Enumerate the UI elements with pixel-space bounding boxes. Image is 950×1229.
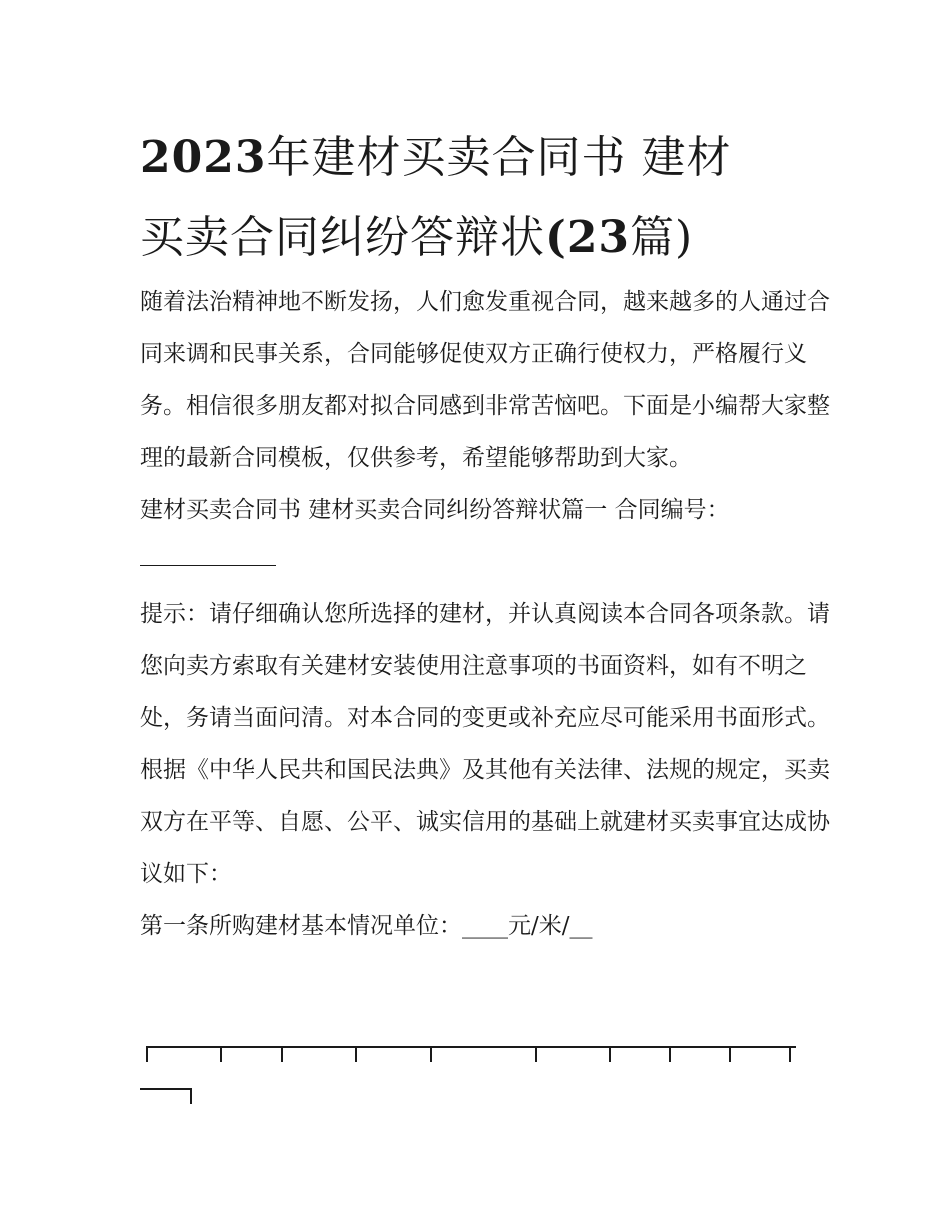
title-end: 篇) [630,212,694,263]
document-body [140,276,830,952]
title-line1-rest: 年建材买卖合同书 建材 [266,132,732,183]
table-col-tick [220,1048,222,1062]
table-col-tick [146,1048,148,1062]
table-col-tick [535,1048,537,1062]
table-col-tick [729,1048,731,1062]
article-one: 第一条所购建材基本情况单位：____元/米/__ [140,913,593,939]
table-col-tick [281,1048,283,1062]
table-cell-fragment [140,1088,192,1104]
basis-paragraph: 根据《中华人民共和国民法典》及其他有关法律、法规的规定，买卖双方在平等、自愿、公平、诚实信用的基础上就建材买卖事宜达成协议如下： [140,757,830,887]
title-line2: 买卖合同纠纷答辩状 [140,212,545,263]
title-count: (23 [545,212,631,263]
contract-number-blank [140,536,276,566]
table-col-tick [789,1048,791,1062]
intro-paragraph: 随着法治精神地不断发扬，人们愈发重视合同，越来越多的人通过合同来调和民事关系，合同能够促使双方正确行使权力，严格履行义务。相信很多朋友都对拟合同感到非常苦恼吧。下面是小编帮大家整理的最新合同模板，仅供参考，希望能够帮助到大家。 [140,289,830,471]
tip-paragraph: 提示：请仔细确认您所选择的建材，并认真阅读本合同各项条款。请您向卖方索取有关建材安装使用注意事项的书面资料，如有不明之处，务请当面问清。对本合同的变更或补充应尽可能采用书面形式。 [140,601,830,731]
table-col-tick [355,1048,357,1062]
table-col-tick [669,1048,671,1062]
document-title [140,118,840,278]
table-top-border [146,1046,796,1062]
table-col-tick [609,1048,611,1062]
title-year: 2023 [140,132,267,183]
table-col-tick [430,1048,432,1062]
section-heading: 建材买卖合同书 建材买卖合同纠纷答辩状篇一 合同编号： [140,497,730,523]
